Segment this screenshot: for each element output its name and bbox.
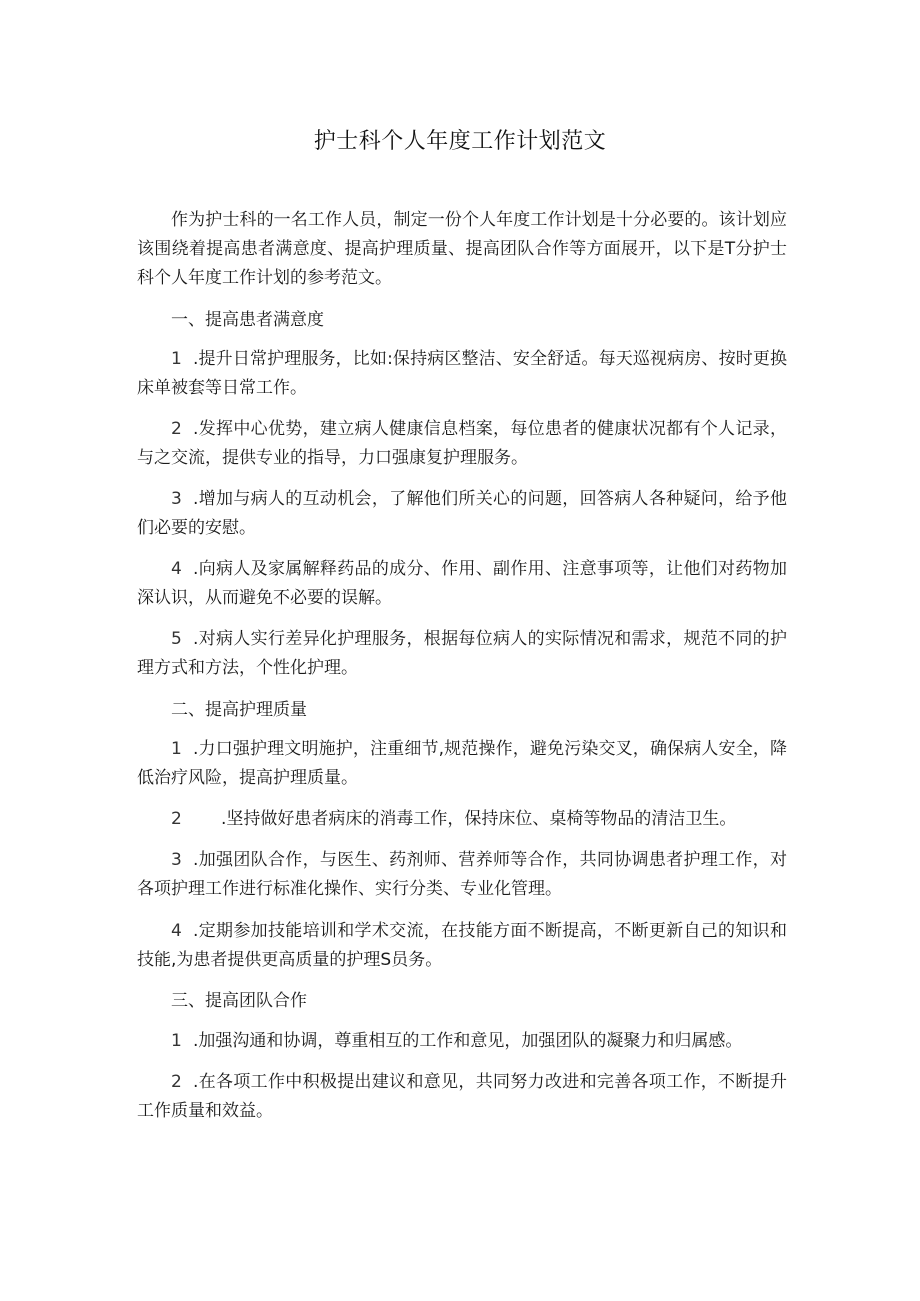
list-item: [137, 846, 787, 904]
list-item: [137, 485, 787, 543]
item-text: .在各项工作中积极提出建议和意见，共同努力改进和完善各项工作，不断提升工作质量和效益。: [137, 1072, 787, 1121]
item-number: 5: [171, 629, 182, 649]
list-item: [137, 415, 787, 473]
item-number: 2: [171, 419, 182, 439]
list-item: [137, 1068, 787, 1126]
section-heading-2: 二、提高护理质量: [171, 700, 307, 720]
item-text: .对病人实行差异化护理服务，根据每位病人的实际情况和需求，规范不同的护理方式和方法，个性化护理。: [137, 629, 787, 678]
item-number: 4: [171, 921, 182, 941]
list-item: [137, 735, 787, 793]
list-item: [137, 345, 787, 403]
page-title: 护士科个人年度工作计划范文: [313, 129, 607, 154]
item-text: .发挥中心优势，建立病人健康信息档案，每位患者的健康状况都有个人记录，与之交流，提供专业的指导，力口强康复护理服务。: [137, 419, 787, 468]
section-heading-3: 三、提高团队合作: [171, 991, 307, 1011]
list-item: [137, 1027, 787, 1056]
item-number: 1: [171, 739, 182, 759]
list-item: [137, 917, 787, 975]
item-text: .加强团队合作，与医生、药剂师、营养师等合作，共同协调患者护理工作，对各项护理工作进行标准化操作、实行分类、专业化管理。: [137, 850, 787, 899]
list-item: [137, 625, 787, 683]
item-number: 2: [171, 809, 182, 829]
item-text: .加强沟通和协调，尊重相互的工作和意见，加强团队的凝聚力和归属感。: [193, 1031, 743, 1051]
item-text: .增加与病人的互动机会，了解他们所关心的问题，回答病人各种疑问，给予他们必要的安慰。: [137, 489, 787, 538]
item-text: .提升日常护理服务，比如:保持病区整洁、安全舒适。每天巡视病房、按时更换床单被套等日常工作。: [137, 349, 787, 398]
item-number: 1: [171, 1031, 182, 1051]
item-text: .坚持做好患者病床的消毒工作，保持床位、桌椅等物品的清洁卫生。: [221, 809, 737, 829]
item-number: 2: [171, 1072, 182, 1092]
intro-paragraph: 作为护士科的一名工作人员，制定一份个人年度工作计划是十分必要的。该计划应该围绕着提高患者满意度、提高护理质量、提高团队合作等方面展开，以下是T分护士科个人年度工作计划的参考范文。: [137, 210, 787, 288]
list-item: [137, 805, 787, 834]
item-number: 3: [171, 489, 182, 509]
item-number: 1: [171, 349, 182, 369]
item-number: 4: [171, 559, 182, 579]
item-text: .定期参加技能培训和学术交流，在技能方面不断提高，不断更新自己的知识和技能,为患者提供更高质量的护理S员务。: [137, 921, 787, 970]
section-heading-1: 一、提高患者满意度: [171, 310, 324, 330]
list-item: [137, 555, 787, 613]
item-number: 3: [171, 850, 182, 870]
item-text: .力口强护理文明施护，注重细节,规范操作，避免污染交叉，确保病人安全，降低治疗风险，提高护理质量。: [137, 739, 787, 788]
item-text: .向病人及家属解释药品的成分、作用、副作用、注意事项等，让他们对药物加深认识，从而避免不必要的误解。: [137, 559, 787, 608]
